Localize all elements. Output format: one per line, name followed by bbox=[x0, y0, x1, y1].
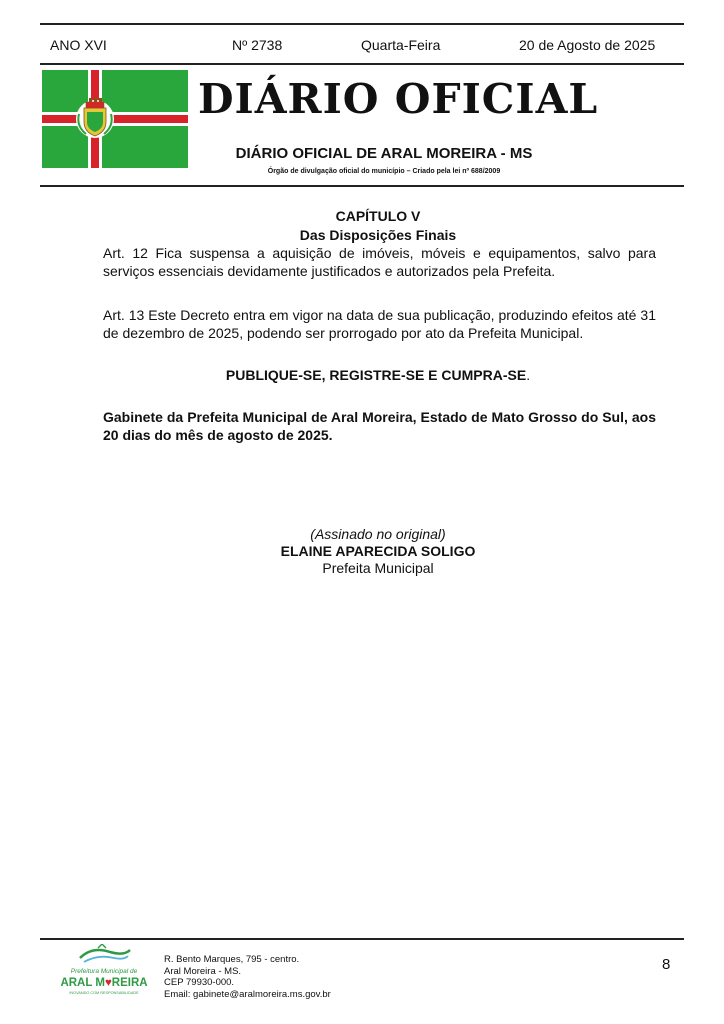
chapter-title: Das Disposições Finais bbox=[299, 227, 457, 243]
signatory-name: ELAINE APARECIDA SOLIGO bbox=[280, 543, 476, 559]
address-street: R. Bento Marques, 795 - centro. bbox=[164, 954, 300, 965]
address-city: Aral Moreira - MS. bbox=[164, 965, 242, 977]
footer-rule bbox=[40, 938, 684, 940]
municipal-flag-icon bbox=[42, 70, 188, 168]
masthead-title: DIÁRIO OFICIAL bbox=[198, 75, 599, 123]
chapter-heading bbox=[100, 207, 656, 245]
address-cep: CEP 79930-000. bbox=[164, 977, 235, 988]
chapter-number: CAPÍTULO V bbox=[335, 208, 421, 224]
publication-period: . bbox=[526, 367, 531, 383]
masthead-rule bbox=[40, 185, 684, 187]
year-label: ANO XVI bbox=[50, 37, 107, 53]
address-email: Email: gabinete@aralmoreira.ms.gov.br bbox=[164, 988, 331, 1000]
masthead-subtitle: DIÁRIO OFICIAL DE ARAL MOREIRA - MS bbox=[235, 145, 533, 162]
logo-name-a: ARAL M bbox=[60, 977, 105, 989]
issue-date: 20 de Agosto de 2025 bbox=[519, 37, 656, 53]
logo-tagline: INOVANDO COM RESPONSABILIDADE bbox=[69, 991, 139, 995]
article-12: Art. 12 Fica suspensa a aquisição de imóveis, móveis e equipamentos, salvo para serviços essenciais devidamente justificados e autorizados pela Prefeita. bbox=[103, 245, 656, 279]
logo-name bbox=[60, 977, 147, 989]
publication-text: PUBLIQUE-SE, REGISTRE-SE E CUMPRA-SE bbox=[225, 367, 527, 383]
weekday: Quarta-Feira bbox=[361, 37, 441, 53]
page-number: 8 bbox=[662, 956, 671, 973]
masthead-note: Órgão de divulgação oficial do município – Criado pela lei nº 688/2009 bbox=[267, 168, 501, 175]
logo-top-text: Prefeitura Municipal de bbox=[70, 968, 138, 975]
signature-block bbox=[100, 526, 656, 577]
article-13: Art. 13 Este Decreto entra em vigor na data de sua publicação, produzindo efeitos até 31 de dezembro de 2025, podendo ser prorrogado por ato da Prefeita Municipal. bbox=[103, 307, 656, 341]
closing-paragraph: Gabinete da Prefeita Municipal de Aral Moreira, Estado de Mato Grosso do Sul, aos 20 dias do mês de agosto de 2025. bbox=[103, 409, 656, 443]
publication-clause bbox=[100, 367, 656, 383]
top-rule bbox=[40, 23, 684, 25]
header-rule bbox=[40, 63, 684, 65]
signatory-role: Prefeita Municipal bbox=[322, 560, 434, 576]
logo-name-b: REIRA bbox=[111, 977, 148, 989]
logo-heart-o: ♥ bbox=[104, 977, 112, 989]
issue-number: Nº 2738 bbox=[232, 37, 283, 53]
signature-note: (Assinado no original) bbox=[310, 526, 446, 542]
footer-address bbox=[164, 954, 331, 1000]
aral-moreira-logo-icon bbox=[58, 944, 150, 1000]
